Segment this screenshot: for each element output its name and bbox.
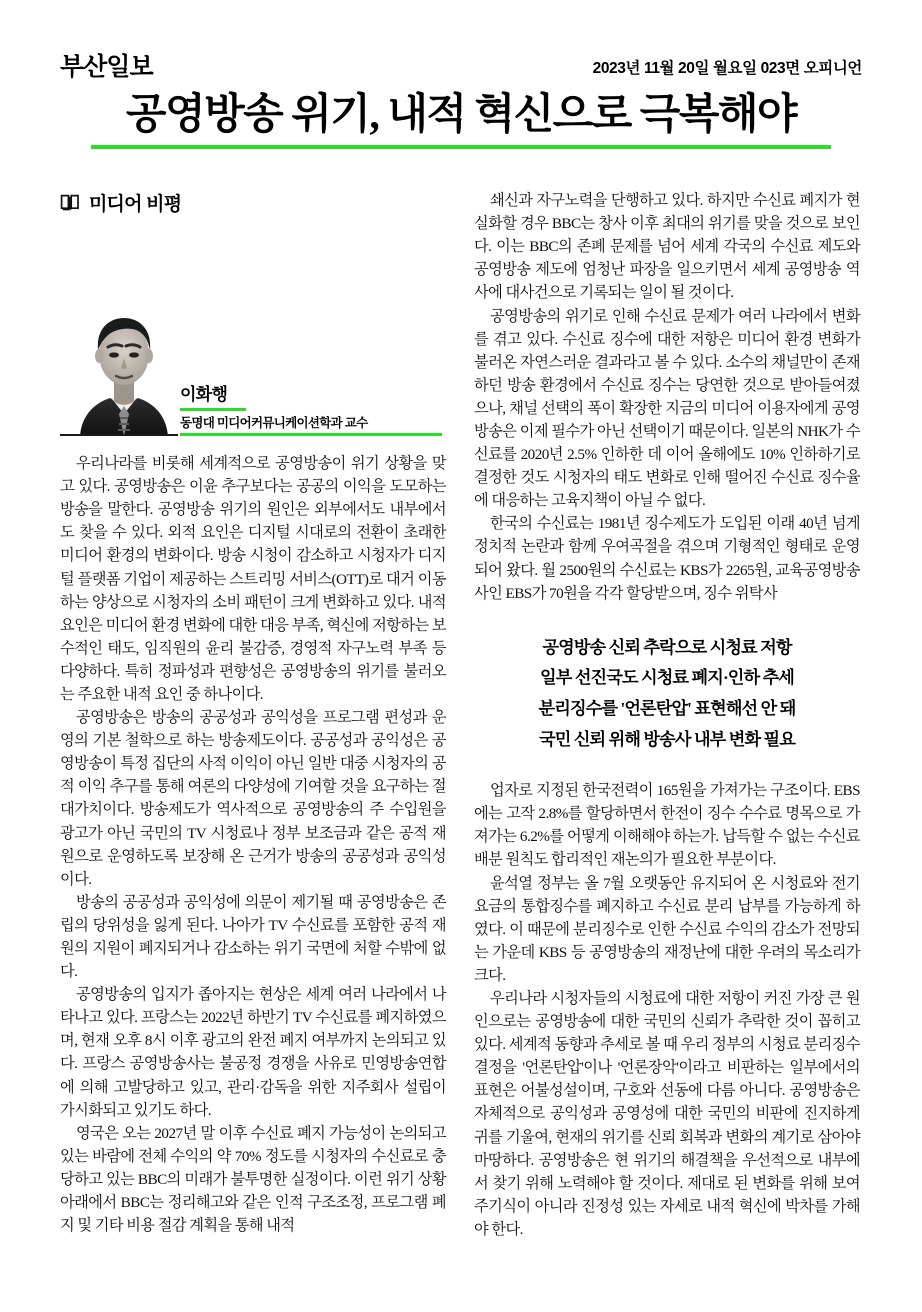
paragraph: 공영방송의 위기로 인해 수신료 문제가 여러 나라에서 변화를 겪고 있다. 수신료 징수에 대한 저항은 미디어 환경 변화가 불러온 자연스러운 결과라고 볼 수 있다. 소수의 채널만이 존재하던 방송 환경에서 수신료 징수는 당연한 것으로 받아들여졌으나, 채널 선택의 폭이 확장한 지금의 미디어 이용자에게 공영방송은 이제 필수가 아닌 선택이기 때문이다. 일본의 NHK가 수신료를 2020년 2.5% 인하한 데 이어 올해에도 10% 인하하기로 결정한 것도 시청자의 태도 변화로 인해 떨어진 수신료 징수율에 대응하는 고육지책이 아닐 수 없다. [474,307,860,510]
portrait-baseline [60,434,178,436]
masthead [60,0,862,80]
paragraph: 우리나라를 비롯해 세계적으로 공영방송이 위기 상황을 맞고 있다. 공영방송은 이윤 추구보다는 공공의 이익을 도모하는 방송을 말한다. 공영방송 위기의 원인은 외부에서도 내부에서도 찾을 수 있다. 외적 요인은 디지털 시대로의 전환이 초래한 미디어 환경의 변화이다. 방송 시청이 감소하고 시청자가 디지털 플랫폼 기업이 제공하는 스트리밍 서비스(OTT)로 대거 이동하는 양상으로 시청자의 소비 패턴이 크게 변화하고 있다. 내적 요인은 미디어 환경 변화에 대한 대응 부족, 혁신에 저항하는 보수적인 태도, 임직원의 윤리 불감증, 경영적 자구노력 부족 등 다양하다. 특히 정파성과 편향성은 공영방송의 위기를 불러오는 주요한 내적 요인 중 하나이다. [60,455,446,703]
paragraph: 우리나라 시청자들의 시청료에 대한 저항이 커진 가장 큰 원인으로는 공영방송에 대한 국민의 신뢰가 추락한 것이 꼽히고 있다. 세계적 동향과 추세로 볼 때 우리 정부의 시청료 분리징수 결정을 '언론탄압'이나 '언론장악'이라고 비판하는 일부에서의 표현은 어불성설이며, 구호와 선동에 다름 아니다. 공영방송은 자체적으로 공익성과 공영성에 대한 국민의 비판에 진지하게 귀를 기울여, 현재의 위기를 신뢰 회복과 변화의 계기로 삼아야 마땅하다. 공영방송은 현 위기의 해결책을 우선적으로 내부에서 찾기 위해 노력해야 할 것이다. 제대로 된 변화를 위해 보여 주기식이 아니라 진정성 있는 자세로 내적 혁신에 박차를 가해야 한다. [474,990,860,1238]
paragraph: 윤석열 정부는 올 7월 오랫동안 유지되어 온 시청료와 전기요금의 통합징수를 폐지하고 수신료 분리 납부를 가능하게 하였다. 이 때문에 분리징수로 인한 수신료 수익의 감소가 전망되는 가운데 KBS 등 공영방송의 재정난에 대한 우려의 목소리가 크다. [474,874,860,984]
author-portrait [74,302,174,436]
issue-date-section: 2023년 11월 20일 월요일 023면 오피니언 [592,60,862,77]
right-column-body-bottom [474,779,860,1241]
author-meta [180,385,442,432]
paragraph: 공영방송은 방송의 공공성과 공익성을 프로그램 편성과 운영의 기본 철학으로 하는 방송제도이다. 공공성과 공익성은 공영방송이 특정 집단의 사적 이익이 아닌 일반 대중 시청자의 공적 이익 추구를 통해 여론의 다양성에 기여할 것을 요구하는 절대가치이다. 방송제도가 역사적으로 공영방송의 주 수입원을 광고가 아닌 국민의 TV 시청료나 정부 보조금과 같은 공적 재원으로 운영하도록 보장해 온 근거가 방송의 공공성과 공익성이다. [60,709,446,888]
pull-quote-line: 국민 신뢰 위해 방송사 내부 변화 필요 [539,729,795,749]
paragraph: 한국의 수신료는 1981년 징수제도가 도입된 이래 40년 넘게 정치적 논란과 함께 우여곡절을 겪으며 기형적인 형태로 운영되어 왔다. 월 2500원의 수신료는 KBS가 2265원, 교육공영방송사인 EBS가 70원을 각각 할당받으며, 징수 위탁사 [474,515,860,602]
pull-quote-line: 분리징수를 '언론탄압' 표현해선 안 돼 [538,698,796,718]
open-book-icon [60,193,80,213]
headline-block [60,92,862,149]
article-columns [60,189,862,1241]
right-column-body-top [474,189,860,605]
author-baseline-rule [180,433,442,436]
page-title: 공영방송 위기, 내적 혁신으로 극복해야 [125,92,797,138]
paragraph: 쇄신과 자구노력을 단행하고 있다. 하지만 수신료 폐지가 현실화할 경우 BBC는 창사 이후 최대의 위기를 맞을 것으로 보인다. 이는 BBC의 존폐 문제를 넘어 세계 각국의 수신료 제도와 공영방송 제도에 엄청난 파장을 일으키면서 세계 공영방송 역사에 대사건으로 기록되는 일이 될 것이다. [474,192,860,302]
paragraph: 공영방송의 입지가 좁아지는 현상은 세계 여러 나라에서 나타나고 있다. 프랑스는 2022년 하반기 TV 수신료를 폐지하였으며, 현재 오후 8시 이후 광고의 완전 폐지 여부까지 논의되고 있다. 프랑스 공영방송사는 불공정 경쟁을 사유로 민영방송연합에 의해 고발당하고 있고, 관리·감독을 위한 지주회사 설립이 가시화되고 있기도 하다. [60,986,446,1119]
paragraph: 영국은 오는 2027년 말 이후 수신료 폐지 가능성이 논의되고 있는 바람에 전체 수익의 약 70% 정도를 시청자의 수신료로 충당하고 있는 BBC의 미래가 불투명한 실정이다. 이런 위기 상황 아래에서 BBC는 정리해고와 같은 인적 구조조정, 프로그램 폐지 및 기타 비용 절감 계획을 통해 내적 [60,1124,446,1235]
left-column [60,189,446,1237]
section-kicker-label: 미디어 비평 [89,194,182,216]
paper-name: 부산일보 [60,53,153,81]
headline-underline-rule [91,145,831,149]
section-kicker [60,189,446,216]
author-name-rule [180,408,246,411]
author-name: 이화행 [180,385,228,405]
author-affiliation: 동명대 미디어커뮤니케이션학과 교수 [180,416,368,431]
left-column-body [60,452,446,1237]
paragraph: 업자로 지정된 한국전력이 165원을 가져가는 구조이다. EBS에는 고작 2.8%를 할당하면서 한전이 징수 수수료 명목으로 가져가는 6.2%를 어떻게 이해해야 하는가. 납득할 수 없는 수신료 배분 원칙도 합리적인 재논의가 필요한 부분이다. [474,782,860,869]
pull-quote-line: 공영방송 신뢰 추락으로 시청료 저항 [542,637,792,657]
right-column [474,189,860,1241]
paragraph: 방송의 공공성과 공익성에 의문이 제기될 때 공영방송은 존립의 당위성을 잃게 된다. 나아가 TV 수신료를 포함한 공적 재원의 지원이 폐지되거나 감소하는 위기 국면에 처할 수밖에 없다. [60,893,446,981]
author-block [60,271,446,436]
pull-quote-line: 일부 선진국도 시청료 폐지·인하 추세 [540,668,794,688]
pull-quote [474,629,860,757]
